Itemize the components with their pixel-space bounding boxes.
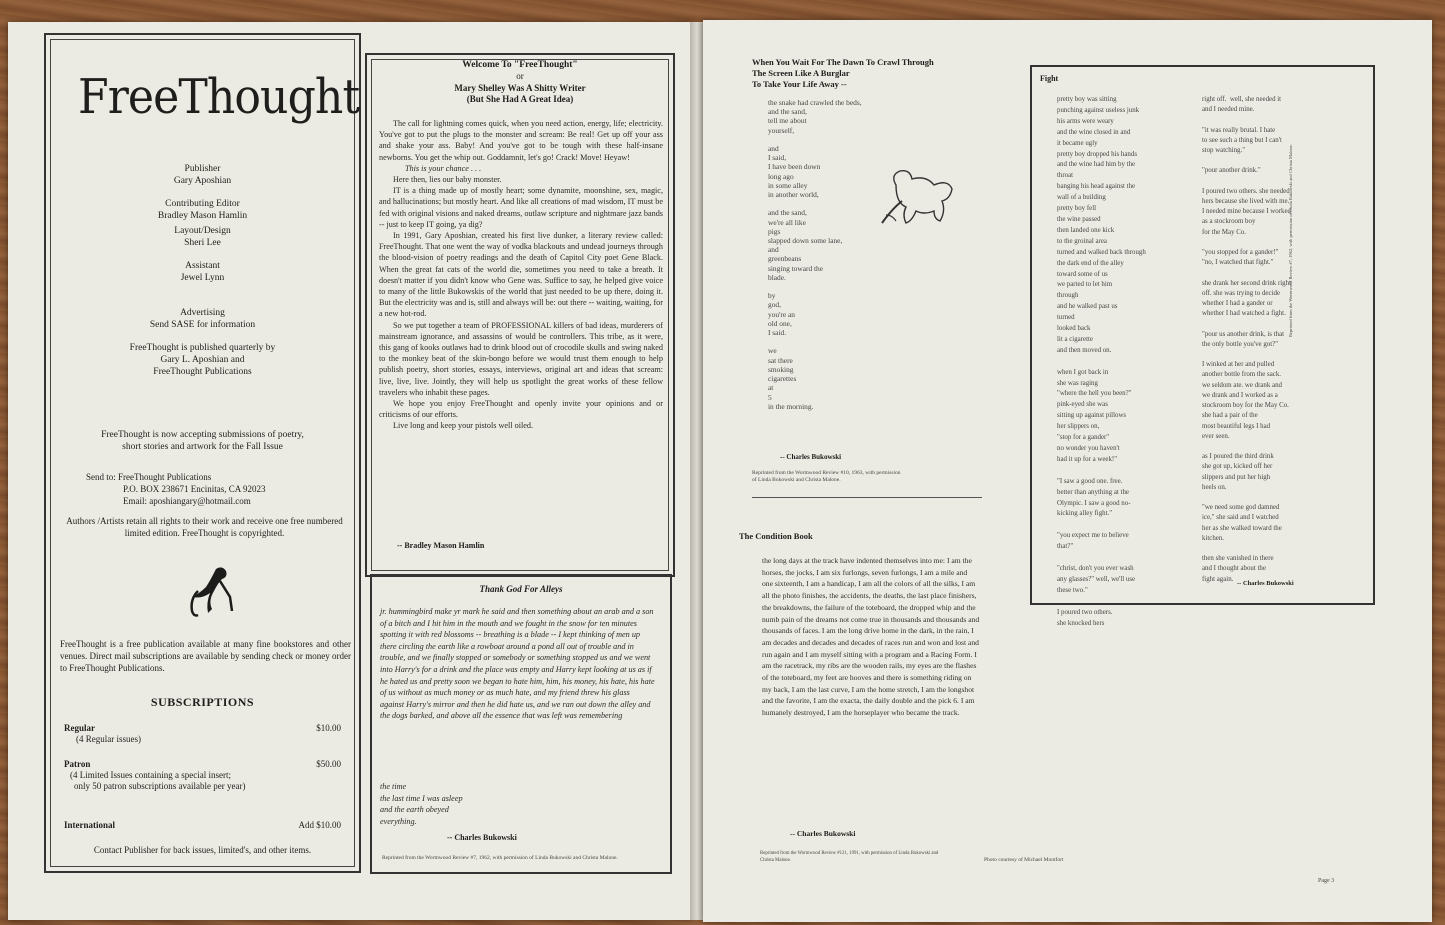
- dog-sketch-icon: [878, 165, 968, 240]
- dawn-poem-body: the snake had crawled the beds, and the sand, tell me about yourself, and I said, I have been down long ago in some alley in another world, and the sand, we're all like pigs slapped down some lane, and greenbeans singing toward the blade. by god, you're an old one, I said. we sat there smoking cigarettes at 5 in the morning.: [768, 98, 862, 411]
- alleys-title: Thank God For Alleys: [479, 584, 563, 594]
- fight-column-2: right off. well, she needed it and I needed mine. "it was really brutal. I hate to see such a thing but I can't stop watching." "pour another drink." I poured two others. she needed hers because she lived with me. I needed mine because I worked as a stockroom boy for the May Co. "you stopped for a gander!" "no, I watched that fight." she drank her second drink right off. she was trying to decide whether I had a gander or whether I had watched a fight. "pour us another drink, is that the only bottle you've got?" I winked at her and pulled another bottle from the sack. we seldom ate. we drank and we drank and I worked as a stockroom boy for the May Co. she had a pair of the most beautiful legs I had ever seen. as I poured the third drink she got up, kicked off her slippers and put her high heels on. "we need some god damned ice," she said and I watched her as she walked toward the kitchen. then she vanished in there and I thought about the fight again.: [1202, 96, 1291, 583]
- alleys-body: jr. hummingbird make yr mark he said and then something about an arab and a son of a bitch and I hit him in the mouth and we fought in the snow for ten minutes spotting it with red blossoms -- breathing is a blade -- I kept thinking of men up there circling the earth like a rowboat around a pond all out of trouble and in trouble, and we finally stopped or somebody or something stopped us and we went into Harry's for a drink and the place was empty and Harry kept looking at us as if he hated us and pretty soon we began to hate him, him, his money, his hate, his hate of us without as much money or as much hate, and my friend threw his glass against Harry's mirror and then he did hate us, and we ran out down the alley and the dogs barked, and above all the essence that was left was remembering: [380, 607, 655, 721]
- section-divider: [752, 497, 982, 498]
- fight-poem-box: [1030, 65, 1375, 627]
- subscription-regular: Regular $10.00 (4 Regular issues): [64, 723, 341, 744]
- editor-block: [46, 198, 359, 222]
- free-publication-text: FreeThought is a free publication available at many fine bookstores and other venues. Direct mail subscriptions are available by sending check or money order to FreeThought Publications.: [60, 639, 351, 673]
- freethought-logo: FreeThought: [78, 69, 360, 125]
- advertising-block: [46, 307, 359, 331]
- staff-role: Publisher: [184, 164, 221, 174]
- assistant-block: [46, 260, 359, 284]
- fight-column-1: pretty boy was sitting punching against useless junk his arms were weary and the wine closed in and it became ugly pretty boy dropped his hands and the wine had him by the throat banging his head against the wall of a building pretty boy fell the wine passed then landed one kick to the groinal area turned and walked back through the dark end of the alley toward some of us we parted to let him through and he walked past us turned looked back lit a cigarette and then moved on. when I got back in she was raging "where the hell you been?" pink-eyed she was sitting up against pillows her slippers on, "stop for a gander" no wonder you haven't had it up for a week!" "I saw a good one. free. better than anything at the Olympic. I saw a good no- kicking alley fight." "you expect me to believe that?" "christ, don't you ever wash any glasses?" well, we'll use these two." I poured two others. she knocked hers: [1057, 96, 1146, 627]
- staff-name: Bradley Mason Hamlin: [157, 211, 248, 221]
- layout-block: [46, 225, 359, 249]
- dawn-poem-title: When You Wait For The Dawn To Crawl Through The Screen Like A Burglar To Take Your Life Away --: [752, 57, 934, 89]
- rights-text: Authors /Artists retain all rights to their work and receive one free numbered limited edition. FreeThought is copyrighted.: [66, 516, 343, 538]
- welcome-body: The call for lightning comes quick, when you need action, energy, life; electricity. You've got to put the plugs to the monster and scream: Be real! Get up off your ass and shake your ass. Baby! And you've got to be tough with these half-insane newborns. You get the whip out. Goddamnit, let's go! Crack! Move! Heyaw! This is your chance . . . Here then, lies our baby monster. IT is a thing made up of mostly heart; some dynamite, moonshine, sex, magic, and hallucinations; but mostly heart. And like all creations of mad wisdom, IT must be fed with original visions and naked dreams, outlaw scripture and nightmare jazz bands -- just to keep IT going, ya dig? In 1991, Gary Aposhian, created his first live dunker, a literary review called: FreeThought. That one went the way of vodka blackouts and undead journeys through the blood-vision of poetry readings and the death of Capitol City poet Gene Black. When the great fat cats of the world die, sometimes you need to take a breath. It doesn't matter if you didn't know who Gene was. Suffice to say, he helped give voice to many of the little Bukowskis of the world that just needed to be up there, doing it. But the electricity was and is, still and always will be: out there -- waiting, waiting, for a new hot-rod. So we put together a team of PROFESSIONAL killers of bad ideas, murderers of mainstream ignorance, and assassins of would be controllers. This tribe, as it were, this gang of kooks outlaws had to drink blood out of crocodile skulls and swing naked to the monkey beat of the skin-bongo before we would trust them enough to help publish poetry, short stories, essays, interviews, original art and ideas that scream: live, live, live. Jointly, they will help us spotlight the great works of these fellow travelers who inhabit these pages. We hope you enjoy FreeThought and openly invite your opinions and or criticisms of our efforts. Live long and keep your pistols well oiled.: [379, 119, 663, 431]
- published-by-block: FreeThought is published quarterly by Gary L. Aposhian and FreeThought Publications: [129, 343, 276, 377]
- page-number: Page 3: [1318, 878, 1335, 884]
- send-to-block: Send to: FreeThought Publications P.O. BOX 238671 Encinitas, CA 92023 Email: aposhiangary@hotmail.com: [86, 472, 266, 506]
- alleys-poem-box: [370, 574, 672, 874]
- subscription-patron: Patron $50.00 (4 Limited Issues containing a special insert; only 50 patron subscriptions available per year): [64, 759, 341, 791]
- email-address: Email: aposhiangary@hotmail.com: [123, 496, 251, 506]
- condition-book-signature: -- Charles Bukowski: [790, 829, 856, 838]
- photo-credit: Photo courtesy of Michael Montfort: [984, 857, 1064, 863]
- welcome-signature: -- Bradley Mason Hamlin: [397, 541, 485, 550]
- fight-title: Fight: [1040, 74, 1059, 83]
- submissions-block: FreeThought is now accepting submissions of poetry, short stories and artwork for the Fall Issue: [101, 430, 304, 452]
- advertising-text: Send SASE for information: [149, 320, 256, 330]
- subscriptions-title: SUBSCRIPTIONS: [150, 695, 255, 709]
- staff-name: Gary Aposhian: [173, 176, 232, 186]
- welcome-title: Welcome To "FreeThought": [462, 60, 578, 70]
- welcome-subtitle: Mary Shelley Was A Shitty Writer: [454, 83, 586, 93]
- welcome-editorial-box: [365, 53, 675, 577]
- condition-book-body: the long days at the track have indented themselves into me: I am the horses, the jocks, I am six furlongs, seven furlongs, I am a mile and one sixteenth, I am a handicap, I am all the colors of all the silks, I am all the photo finishes, the accidents, the deaths, the last place finishers, the breakdowns, the failure of the toteboard, the dropped whip and the numb pain of the dreams not come true in thousands and thousands and thousands of faces. I am the long drive home in the dark, in the rain, I am decades and decades and decades of races run and won and lost and run again and I am myself sitting with a program and a Racing Form. I am the racetrack, my ribs are the wooden rails, my eyes are the flashes of the toteboard, my feet are hooves and there is something riding on my back, I am the last curve, I am the home stretch, I am the longshot and the favorite, I am the exacta, the daily double and the pick 6. I am humanely destroyed, I am the horseplayer who became the track.: [762, 556, 980, 718]
- page-gutter: [690, 22, 704, 920]
- masthead-box: [44, 33, 361, 873]
- alleys-ending: the time the last time I was asleep and the earth obeyed everything.: [380, 782, 463, 826]
- contact-publisher-text: Contact Publisher for back issues, limited's, and other items.: [93, 845, 312, 855]
- fight-signature: -- Charles Bukowski: [1237, 580, 1294, 587]
- advertising-title: Advertising: [180, 308, 225, 318]
- dawn-poem-signature: -- Charles Bukowski: [780, 453, 842, 461]
- subscription-international: International Add $10.00: [64, 820, 341, 830]
- monkey-icon: [186, 561, 238, 619]
- dawn-poem-reprint-note: Reprinted from the Wormwood Review #10, 1963, with permission of Linda Bukowski and Christa Malone.: [752, 470, 901, 483]
- staff-name: Sheri Lee: [184, 238, 221, 248]
- staff-role: Contributing Editor: [165, 199, 240, 209]
- staff-role: Layout/Design: [174, 226, 231, 236]
- welcome-title-or: or: [516, 71, 524, 81]
- staff-name: Jewel Lynn: [180, 273, 225, 283]
- condition-book-reprint-note: Reprinted from the Wormwood Review #121, 1991, with permission of Linda Bukowski and Christa Malone.: [760, 851, 939, 863]
- alleys-reprint-note: Reprinted from the Wormwood Review #7, 1962, with permission of Linda Bukowski and Christa Malone.: [382, 855, 618, 861]
- staff-role: Assistant: [185, 261, 220, 271]
- alleys-signature: -- Charles Bukowski: [447, 833, 517, 842]
- publisher-block: [46, 163, 359, 187]
- welcome-subtitle-2: (But She Had A Great Idea): [466, 94, 574, 104]
- condition-book-title: The Condition Book: [739, 531, 813, 541]
- fight-reprint-note: Reprinted from the Wormwood Review #7, 1962, with permission of Linda Bukowski and Christa Malone.: [1288, 144, 1293, 337]
